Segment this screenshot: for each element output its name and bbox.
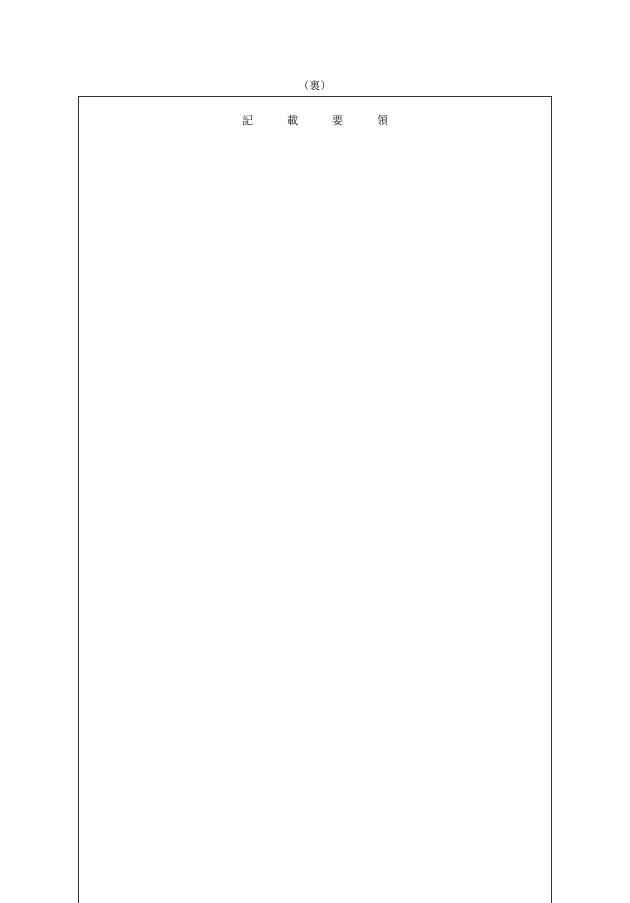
page-side-label: （裏）: [298, 80, 332, 92]
document-frame: [78, 96, 552, 903]
title-char: 載: [287, 114, 298, 127]
title-char: 要: [332, 114, 343, 127]
document-title: [0, 112, 630, 128]
title-char: 記: [242, 114, 253, 127]
title-char: 領: [377, 114, 388, 127]
